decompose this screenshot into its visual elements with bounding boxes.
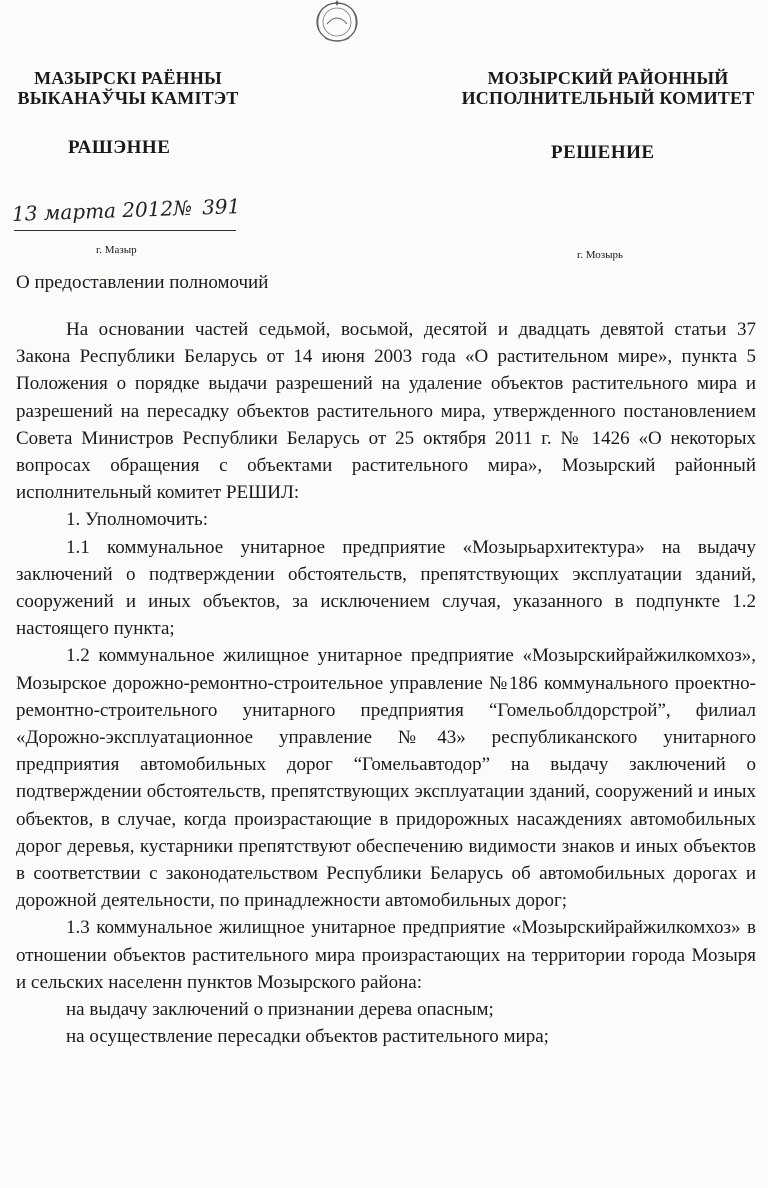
document-subject: О предоставлении полномочий <box>16 272 269 293</box>
item-1-3-b: на осуществление пересадки объектов растительного мира; <box>66 1026 549 1048</box>
right-city: г. Мозырь <box>577 249 624 261</box>
right-org-line1: МОЗЫРСКИЙ РАЙОННЫЙ <box>487 68 729 88</box>
item-1: 1. Уполномочить: <box>66 509 208 531</box>
item-1-3-a: на выдачу заключений о признании дерева опасным; <box>66 999 494 1021</box>
right-org-line2: ИСПОЛНИТЕЛЬНЫЙ КОМИТЕТ <box>461 88 755 108</box>
right-org-header <box>458 68 758 108</box>
handwritten-date: 13 марта 2012 <box>11 196 174 226</box>
left-org-line1: МАЗЫРСКІ РАЁННЫ <box>34 68 222 88</box>
item-1-3: 1.3 коммунальное жилищное унитарное предприятие «Мозырскийрайжилкомхоз» в отношении объектов растительного мира произрастающих на территории города Мозыря и сельских населенн пунктов Мозырского района: <box>16 917 756 993</box>
left-org-line2: ВЫКАНАЎЧЫ КАМІТЭТ <box>17 88 239 108</box>
preamble-paragraph: На основании частей седьмой, восьмой, десятой и двадцать девятой статьи 37 Закона Республики Беларусь от 14 июня 2003 года «О растительном мире», пункта 5 Положения о порядке выдачи разрешений на удаление объектов растительного мира и разрешений на пересадку объектов растительного мира, утвержденного постановлением Совета Министров Республики Беларусь от 25 октября 2011 г. № 1426 «О некоторых вопросах обращения с объектами растительного мира», Мозырский районный исполнительный комитет РЕШИЛ: <box>16 319 756 504</box>
document-body <box>16 316 756 1050</box>
left-org-header <box>8 68 248 108</box>
right-doc-type: РЕШЕНИЕ <box>551 142 655 163</box>
date-underline <box>14 230 236 231</box>
state-emblem-icon <box>309 0 365 42</box>
handwritten-date-number <box>12 194 241 226</box>
item-1-2: 1.2 коммунальное жилищное унитарное предприятие «Мозырскийрайжилкомхоз», Мозырское дорожно-ремонтно-строительное управление №186 коммунального проектно-ремонтно-строительного унитарного предприятия “Гомельоблдорстрой”, филиал «Дорожно-эксплуатационное управление №43» республиканского унитарного предприятия автомобильных дорог “Гомельавтодор” на выдачу заключений о подтверждении обстоятельств, препятствующих эксплуатации зданий, сооружений и иных объектов, в случае, когда произрастающие в придорожных насаждениях автомобильных дорог деревья, кустарники препятствуют обеспечению видимости знаков и иных объектов в соответствии с законодательством Республики Беларусь об автомобильных дорогах и дорожной деятельности, по принадлежности автомобильных дорог; <box>16 645 756 912</box>
left-city: г. Мазыр <box>96 244 137 256</box>
left-doc-type: РАШЭННЕ <box>68 137 171 158</box>
decision-number: 391 <box>201 194 241 220</box>
item-1-1: 1.1 коммунальное унитарное предприятие «Мозырьархитектура» на выдачу заключений о подтверждении обстоятельств, препятствующих эксплуатации зданий, сооружений и иных объектов, за исключением случая, указанного в подпункте 1.2 настоящего пункта; <box>16 536 756 640</box>
number-prefix: № <box>172 195 193 221</box>
